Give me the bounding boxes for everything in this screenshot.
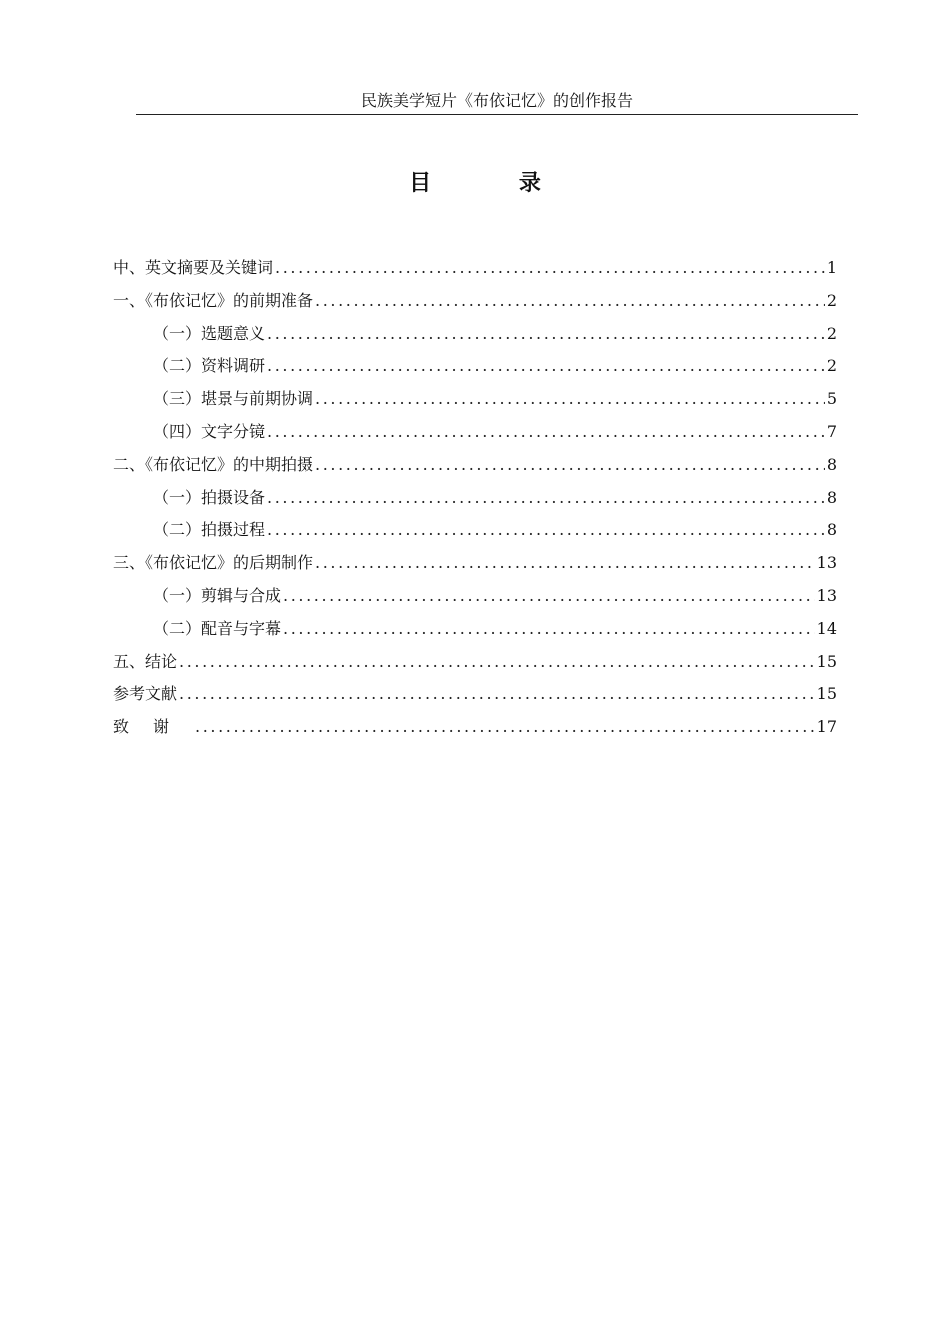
toc-entry[interactable] bbox=[113, 681, 837, 714]
toc-entry-label: （一）剪辑与合成 bbox=[153, 585, 282, 605]
toc-entry[interactable] bbox=[113, 616, 837, 649]
toc-dot-leader bbox=[315, 386, 825, 412]
toc-dot-leader bbox=[179, 681, 815, 707]
toc-entry[interactable] bbox=[113, 255, 837, 288]
toc-entry[interactable] bbox=[113, 485, 837, 518]
toc-dot-leader bbox=[267, 517, 825, 543]
toc-dot-leader bbox=[283, 583, 815, 609]
toc-entry[interactable] bbox=[113, 583, 837, 616]
toc-entry[interactable] bbox=[113, 649, 837, 682]
toc-entry-label: （一）拍摄设备 bbox=[153, 487, 266, 507]
toc-entry-page-number: 15 bbox=[816, 651, 837, 671]
toc-entry-label: （二）资料调研 bbox=[153, 356, 266, 376]
toc-entry-page-number: 8 bbox=[826, 454, 837, 474]
toc-entry[interactable] bbox=[113, 386, 837, 419]
toc-dot-leader bbox=[315, 550, 815, 576]
toc-entry[interactable] bbox=[113, 550, 837, 583]
toc-dot-leader bbox=[179, 649, 815, 675]
toc-entry-label: （一）选题意义 bbox=[153, 323, 266, 343]
toc-entry[interactable] bbox=[113, 452, 837, 485]
toc-dot-leader bbox=[267, 485, 825, 511]
toc-entry-label: （三）堪景与前期协调 bbox=[153, 389, 314, 409]
toc-entry-page-number: 15 bbox=[816, 684, 837, 704]
toc-dot-leader bbox=[315, 452, 825, 478]
toc-entry-page-number: 2 bbox=[826, 356, 837, 376]
toc-entry-label: 致谢 bbox=[113, 717, 194, 737]
toc-title: 目 录 bbox=[409, 170, 581, 196]
toc-dot-leader bbox=[283, 616, 815, 642]
toc-entry-label: 中、英文摘要及关键词 bbox=[113, 258, 274, 277]
toc-dot-leader bbox=[275, 255, 825, 281]
toc-entry[interactable] bbox=[113, 419, 837, 452]
toc-entry-label: 五、结论 bbox=[113, 651, 178, 671]
toc-entry[interactable] bbox=[113, 353, 837, 386]
toc-entry-page-number: 1 bbox=[826, 258, 837, 277]
toc-dot-leader bbox=[267, 419, 825, 445]
toc-entry-page-number: 8 bbox=[826, 487, 837, 507]
toc-entry[interactable] bbox=[113, 321, 837, 354]
table-of-contents bbox=[113, 255, 837, 747]
toc-dot-leader bbox=[267, 353, 825, 379]
toc-dot-leader bbox=[267, 321, 825, 347]
toc-entry-page-number: 7 bbox=[826, 421, 837, 441]
toc-entry-page-number: 13 bbox=[816, 553, 837, 573]
toc-entry-label: （二）配音与字幕 bbox=[153, 618, 282, 638]
toc-entry-label: 三、《布依记忆》的后期制作 bbox=[113, 553, 314, 573]
toc-entry-label: 二、《布依记忆》的中期拍摄 bbox=[113, 454, 314, 474]
toc-entry[interactable] bbox=[113, 517, 837, 550]
toc-entry[interactable] bbox=[113, 288, 837, 321]
toc-entry-page-number: 8 bbox=[826, 520, 837, 540]
toc-dot-leader bbox=[195, 714, 815, 740]
toc-dot-leader bbox=[315, 288, 825, 314]
toc-entry-page-number: 2 bbox=[826, 323, 837, 343]
running-header-title: 民族美学短片《布依记忆》的创作报告 bbox=[360, 91, 633, 110]
toc-entry-label: （二）拍摄过程 bbox=[153, 520, 266, 540]
running-header bbox=[136, 88, 858, 115]
toc-entry-label: （四）文字分镜 bbox=[153, 421, 266, 441]
toc-entry-label: 一、《布依记忆》的前期准备 bbox=[113, 290, 314, 310]
toc-entry[interactable] bbox=[113, 714, 837, 747]
toc-entry-page-number: 5 bbox=[826, 389, 837, 409]
toc-entry-page-number: 2 bbox=[826, 290, 837, 310]
toc-entry-page-number: 17 bbox=[816, 717, 837, 737]
toc-entry-page-number: 13 bbox=[816, 585, 837, 605]
toc-entry-label: 参考文献 bbox=[113, 684, 178, 704]
toc-entry-page-number: 14 bbox=[816, 618, 837, 638]
